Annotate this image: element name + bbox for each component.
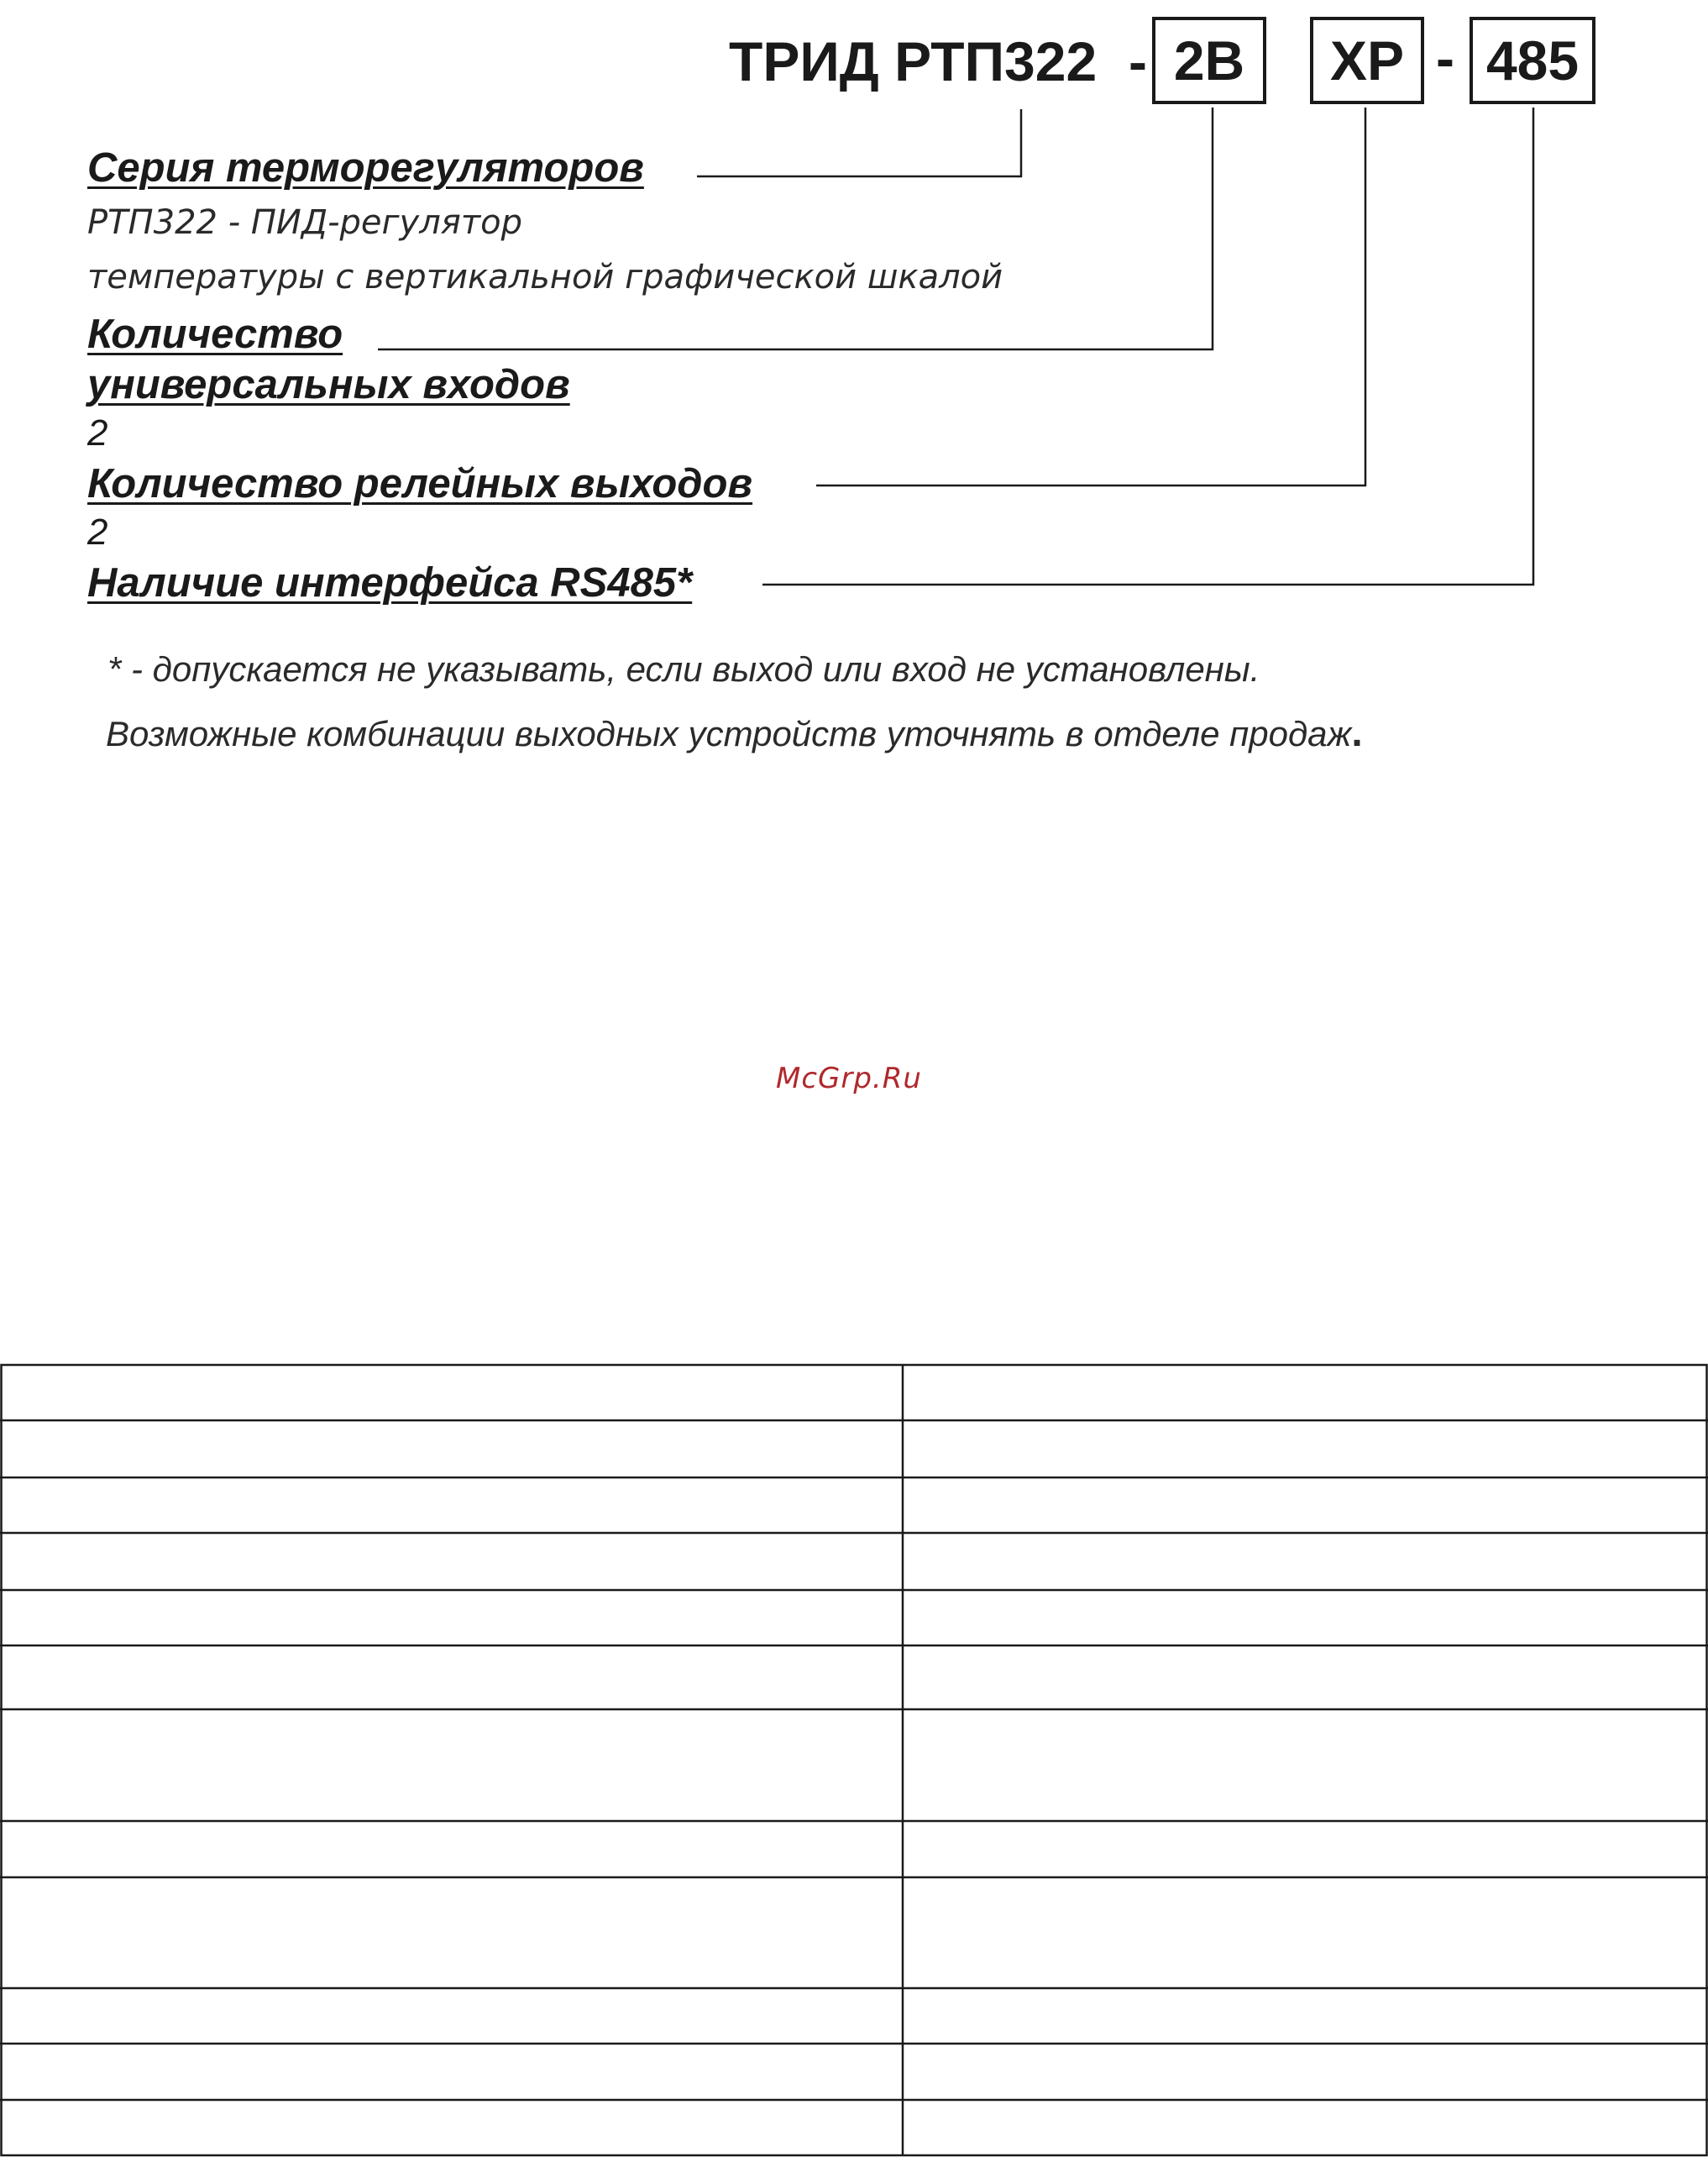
inputs-value: 2 — [87, 412, 108, 454]
interface-heading: Наличие интерфейса RS485* — [87, 560, 693, 606]
outputs-heading: Количество релейных выходов — [87, 461, 753, 506]
model-code-dash: - — [1129, 30, 1147, 92]
watermark: McGrp.Ru — [776, 1062, 922, 1095]
combinations-period: . — [1351, 711, 1363, 755]
inputs-heading: Количество — [87, 312, 343, 357]
interface-leader-line — [762, 108, 1533, 585]
footnote: * - допускается не указывать, если выход или вход не установлены. — [107, 649, 1260, 689]
inputs-code-box: 2В — [1152, 17, 1266, 104]
combinations-text: Возможные комбинации выходных устройств уточнять в отделе продаж — [106, 714, 1352, 753]
interface-code-box: 485 — [1470, 17, 1595, 104]
series-heading: Серия терморегуляторов — [87, 145, 644, 191]
combinations-note — [106, 713, 1363, 753]
series-leader-line — [697, 109, 1021, 176]
inputs-heading: универсальных входов — [87, 362, 570, 407]
outputs-leader-line — [816, 108, 1365, 485]
series-description: температуры с вертикальной графической шкалой — [87, 258, 1003, 297]
table-border — [2, 1365, 1707, 2155]
outputs-value: 2 — [87, 512, 108, 553]
empty-table — [0, 1363, 1708, 2157]
outputs-code-box: ХР — [1310, 17, 1424, 104]
model-code-prefix: ТРИД РТП322 — [729, 30, 1098, 92]
model-code-dash: - — [1436, 27, 1454, 89]
series-description: РТП322 - ПИД-регулятор — [87, 203, 523, 242]
